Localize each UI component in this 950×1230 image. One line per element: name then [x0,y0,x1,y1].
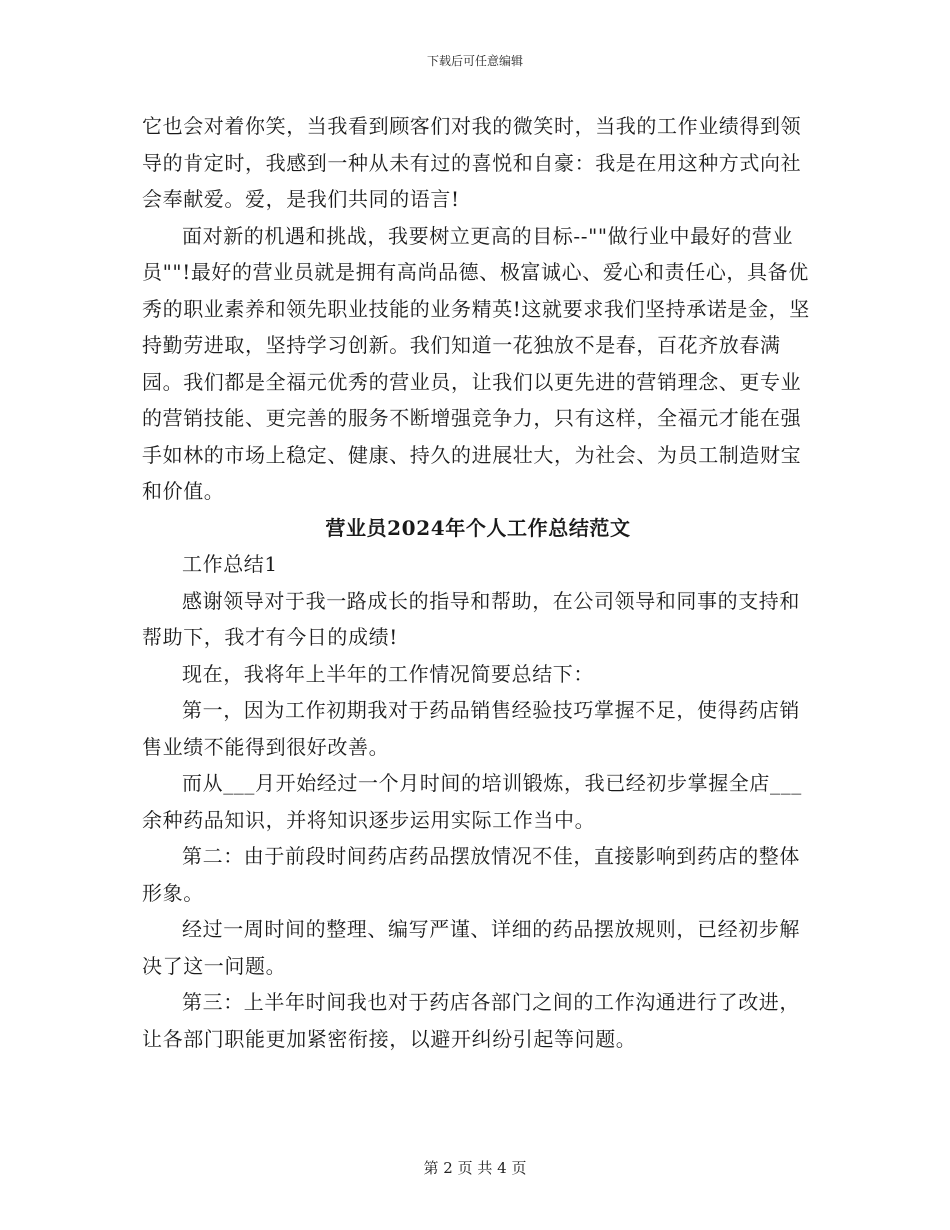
section-heading: 工作总结1 [182,552,278,576]
document-body [142,108,814,1057]
paragraph: 它也会对着你笑，当我看到顾客们对我的微笑时，当我的工作业绩得到领导的肯定时，我感到一种从未有过的喜悦和自豪：我是在用这种方式向社会奉献爱。爱，是我们共同的语言! [142,114,802,211]
page-header: 下载后可任意编辑 [426,54,523,68]
paragraph: 第三：上半年时间我也对于药店各部门之间的工作沟通进行了改进，让各部门职能更加紧密衔接，以避开纠纷引起等问题。 [142,990,800,1051]
paragraph: 第一，因为工作初期我对于药品销售经验技巧掌握不足，使得药店销售业绩不能得到很好改善。 [142,698,800,759]
paragraph: 面对新的机遇和挑战，我要树立更高的目标--""做行业中最好的营业员""!最好的营业员就是拥有高尚品德、极富诚心、爱心和责任心，具备优秀的职业素养和领先职业技能的业务精英!这就要求我们坚持承诺是金，坚持勤劳进取，坚持学习创新。我们知道一花独放不是春，百花齐放春满园。我们都是全福元优秀的营业员，让我们以更先进的营销理念、更专业的营销技能、更完善的服务不断增强竞争力，只有这样，全福元才能在强手如林的市场上稳定、健康、持久的进展壮大，为社会、为员工制造财宝和价值。 [142,223,810,503]
page-number: 第 2 页 共 4 页 [423,1159,527,1177]
document-title: 营业员2024年个人工作总结范文 [325,515,631,540]
paragraph: 第二：由于前段时间药店药品摆放情况不佳，直接影响到药店的整体形象。 [142,844,800,905]
paragraph: 而从___月开始经过一个月时间的培训锻炼，我已经初步掌握全店___余种药品知识，并将知识逐步运用实际工作当中。 [142,771,802,832]
paragraph: 感谢领导对于我一路成长的指导和帮助，在公司领导和同事的支持和帮助下，我才有今日的成绩! [142,588,800,649]
paragraph: 现在，我将年上半年的工作情况简要总结下： [182,661,594,686]
paragraph: 经过一周时间的整理、编写严谨、详细的药品摆放规则，已经初步解决了这一问题。 [142,917,800,978]
